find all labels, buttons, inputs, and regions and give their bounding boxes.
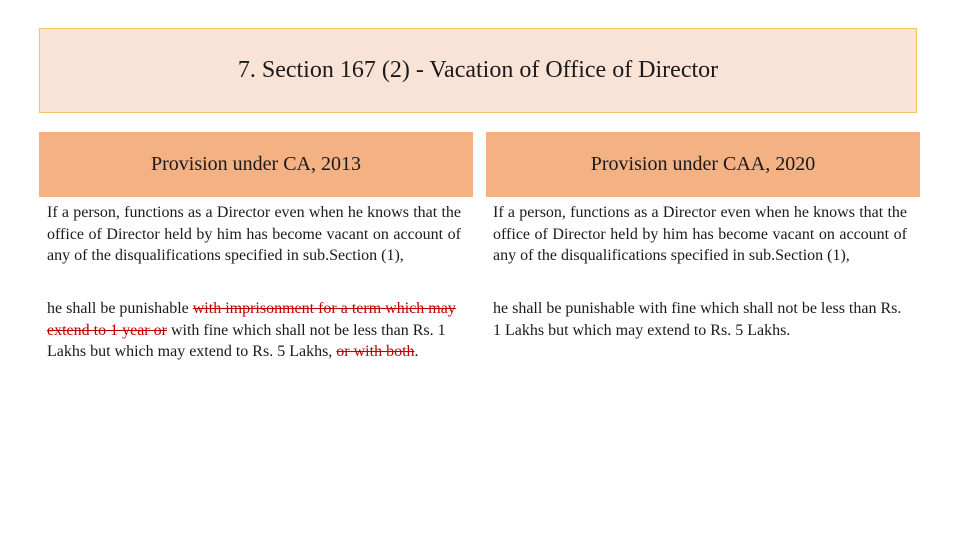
deleted-text-or-with-both: or with both bbox=[336, 343, 415, 361]
penalty-text-part: he shall be punishable bbox=[47, 300, 193, 317]
ca-2013-condition-text: If a person, functions as a Director even when he knows that the office of Director held by him has become vacant on account of any of the disqualifications specified in sub.Section (1), bbox=[47, 204, 461, 265]
column-header-caa-2020 bbox=[486, 132, 920, 197]
caa-2020-condition-text: If a person, functions as a Director even when he knows that the office of Director held by him has become vacant on account of any of the disqualifications specified in sub.Section (1), bbox=[493, 204, 907, 265]
column-header-label: Provision under CA, 2013 bbox=[151, 153, 361, 175]
slide-title: 7. Section 167 (2) - Vacation of Office of Director bbox=[237, 57, 719, 83]
caa-2020-penalty-text: he shall be punishable with fine which shall not be less than Rs. 1 Lakhs but which may extend to Rs. 5 Lakhs. bbox=[493, 300, 902, 339]
deleted-text-imprisonment: with imprisonment for a term which may extend to 1 year or bbox=[47, 300, 456, 339]
slide-title-box bbox=[39, 28, 917, 113]
ca-2013-penalty-text bbox=[47, 298, 461, 363]
penalty-text-part: . bbox=[414, 343, 419, 361]
column-header-ca-2013 bbox=[39, 132, 473, 197]
penalty-text-part: with fine which shall not be less than Rs. 1 Lakhs but which may extend to Rs. 5 Lakhs, bbox=[47, 321, 446, 361]
column-header-label: Provision under CAA, 2020 bbox=[590, 153, 816, 175]
